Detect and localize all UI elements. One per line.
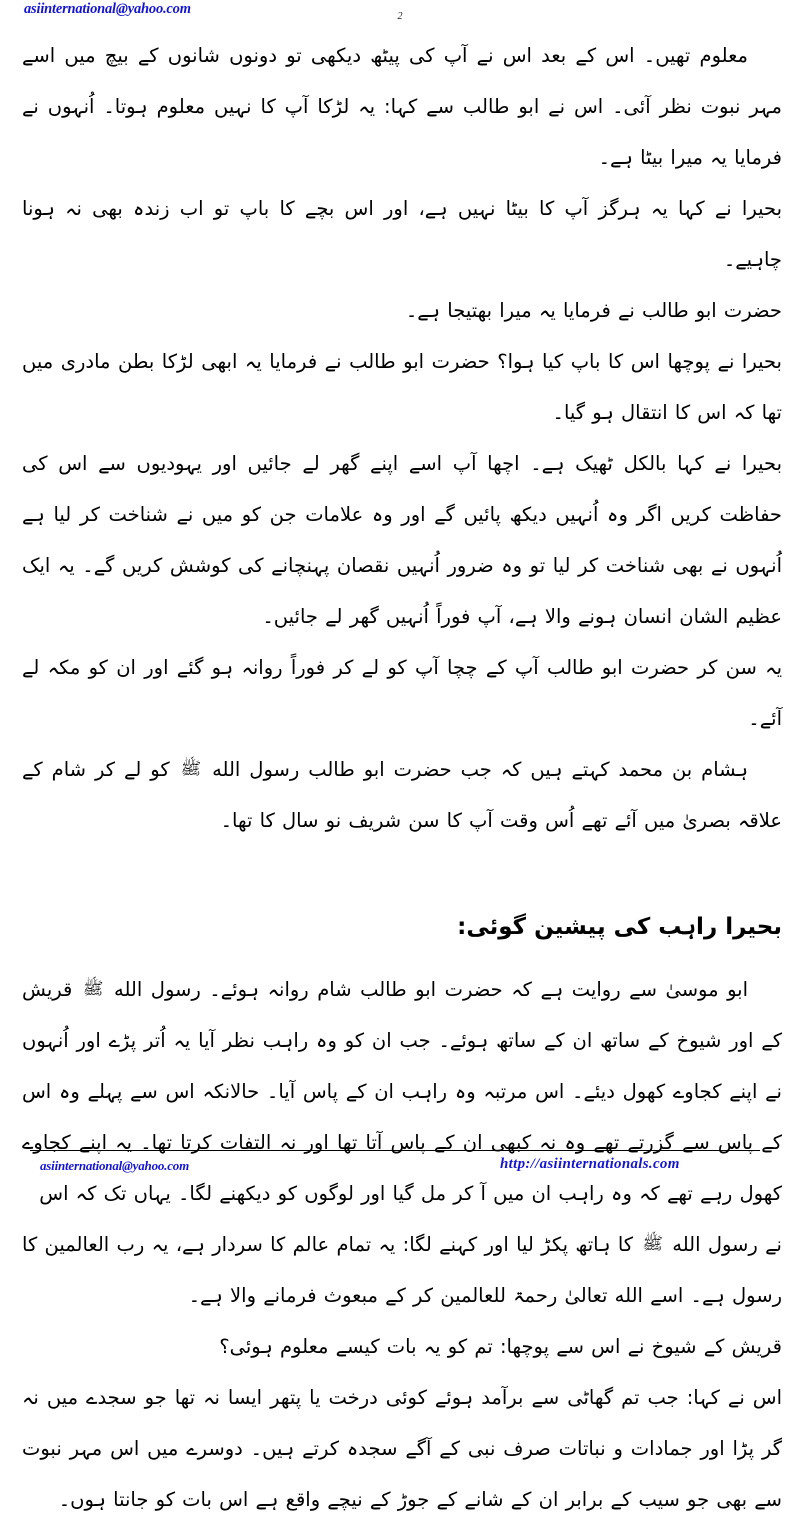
section-spacer (22, 846, 782, 904)
paragraph-text-before-honorific: ہشام بن محمد کہتے ہیں کہ جب حضرت ابو طالب رسول الله (212, 758, 749, 781)
paragraph: بحیرا نے پوچھا اس کا باپ کیا ہوا؟ حضرت ابو طالب نے فرمایا یہ ابھی لڑکا بطن مادری میں تھا کہ اس کا انتقال ہو گیا۔ (22, 350, 782, 424)
page-header (0, 0, 800, 26)
paragraph: معلوم تھیں۔ اس کے بعد اس نے آپ کی پیٹھ دیکھی تو دونوں شانوں کے بیچ میں اسے مہر نبوت نظر آئی۔ اس نے ابو طالب سے کہا: یہ لڑکا آپ کا نہیں معلوم ہوتا۔ اُنہوں نے فرمایا یہ میرا بیٹا ہے۔ (22, 44, 782, 169)
sallallahu-alayhi-wasallam-icon: ﷺ (642, 1234, 663, 1254)
footer-website-url: http://asiinternationals.com (500, 1156, 680, 1172)
paragraph: حضرت ابو طالب نے فرمایا یہ میرا بھتیجا ہے۔ (405, 299, 782, 322)
paragraph-text-before-honorific: ابو موسیٰ سے روایت ہے کہ حضرت ابو طالب شام روانہ ہوئے۔ رسول الله (113, 978, 748, 1001)
paragraph-text-after-honorific: قریش کے اور شیوخ کے ساتھ ان کے ساتھ ہوئے۔ جب ان کو وہ راہب نظر آیا یہ اُتر پڑے اور اُنہوں نے اپنے کجاوے کھول دیئے۔ اس مرتبہ وہ راہب ان کے پاس آیا۔ حالانکہ اس سے پہلے وہ اس کے پاس سے گزرتے تھے وہ نہ کبھی ان کے پاس آتا تھا اور نہ التفات کرتا تھا۔ یہ اپنے کجاوے کھول رہے تھے کہ وہ راہب ان میں آ کر مل گیا اور لوگوں کو دیکھنے لگا۔ یہاں تک کہ اس (22, 978, 782, 1205)
paragraph-text-after-honorific: کا ہاتھ پکڑ لیا اور کہنے لگا: یہ تمام عالم کا سردار ہے، یہ رب العالمین کا رسول ہے۔ اسے الله تعالیٰ رحمۃ للعالمین کر کے مبعوث فرمانے والا ہے۔ (22, 1233, 782, 1307)
paragraph-text-before-honorific: نے رسول الله (672, 1233, 782, 1256)
sallallahu-alayhi-wasallam-icon: ﷺ (82, 979, 104, 999)
footer-email-address: asiinternational@yahoo.com (40, 1158, 189, 1173)
paragraph: بحیرا نے کہا یہ ہرگز آپ کا بیٹا نہیں ہے، اور اس بچے کا باپ تو اب زندہ بھی نہ ہونا چاہیے۔ (22, 197, 782, 271)
header-email-address: asiinternational@yahoo.com (24, 1, 191, 17)
section-heading: بحیرا راہب کی پیشین گوئی: (457, 914, 782, 940)
paragraph-with-honorific (22, 744, 782, 846)
sallallahu-alayhi-wasallam-icon: ﷺ (180, 759, 202, 779)
paragraph-with-honorific (22, 1219, 782, 1321)
footer-divider (30, 1150, 760, 1151)
paragraph: یہ سن کر حضرت ابو طالب آپ کے چچا آپ کو لے کر فوراً روانہ ہو گئے اور ان کو مکہ لے آئے۔ (22, 656, 782, 730)
document-body (22, 30, 782, 1525)
heading-spacer (22, 950, 782, 964)
page-footer (0, 1140, 800, 1200)
paragraph: قریش کے شیوخ نے اس سے پوچھا: تم کو یہ بات کیسے معلوم ہوئی؟ (219, 1335, 782, 1358)
paragraph-text-after-honorific: کو لے کر شام کے علاقہ بصریٰ میں آئے تھے اُس وقت آپ کا سن شریف نو سال کا تھا۔ (22, 758, 782, 832)
paragraph: بحیرا نے کہا بالکل ٹھیک ہے۔ اچھا آپ اسے اپنے گھر لے جائیں اور یہودیوں سے اس کی حفاظت کریں اگر وہ اُنہیں دیکھ پائیں گے اور وہ علامات جن کو میں نے شناخت کر لیا ہے اُنہوں نے بھی شناخت کر لیا تو وہ ضرور اُنہیں نقصان پہنچانے کی کوشش کریں گے۔ یہ ایک عظیم الشان انسان ہونے والا ہے، آپ فوراً اُنہیں گھر لے جائیں۔ (22, 452, 782, 628)
paragraph: اس نے کہا: جب تم گھاٹی سے برآمد ہوئے کوئی درخت یا پتھر ایسا نہ تھا جو سجدے میں نہ گر پڑا اور جمادات و نباتات صرف نبی کے آگے سجدہ کرتے ہیں۔ دوسرے میں اس مہر نبوت سے بھی جو سیب کے برابر ان کے شانے کے جوڑ کے نیچے واقع ہے اس بات کو جانتا ہوں۔ (22, 1386, 782, 1511)
page-number: 2 (397, 11, 403, 22)
